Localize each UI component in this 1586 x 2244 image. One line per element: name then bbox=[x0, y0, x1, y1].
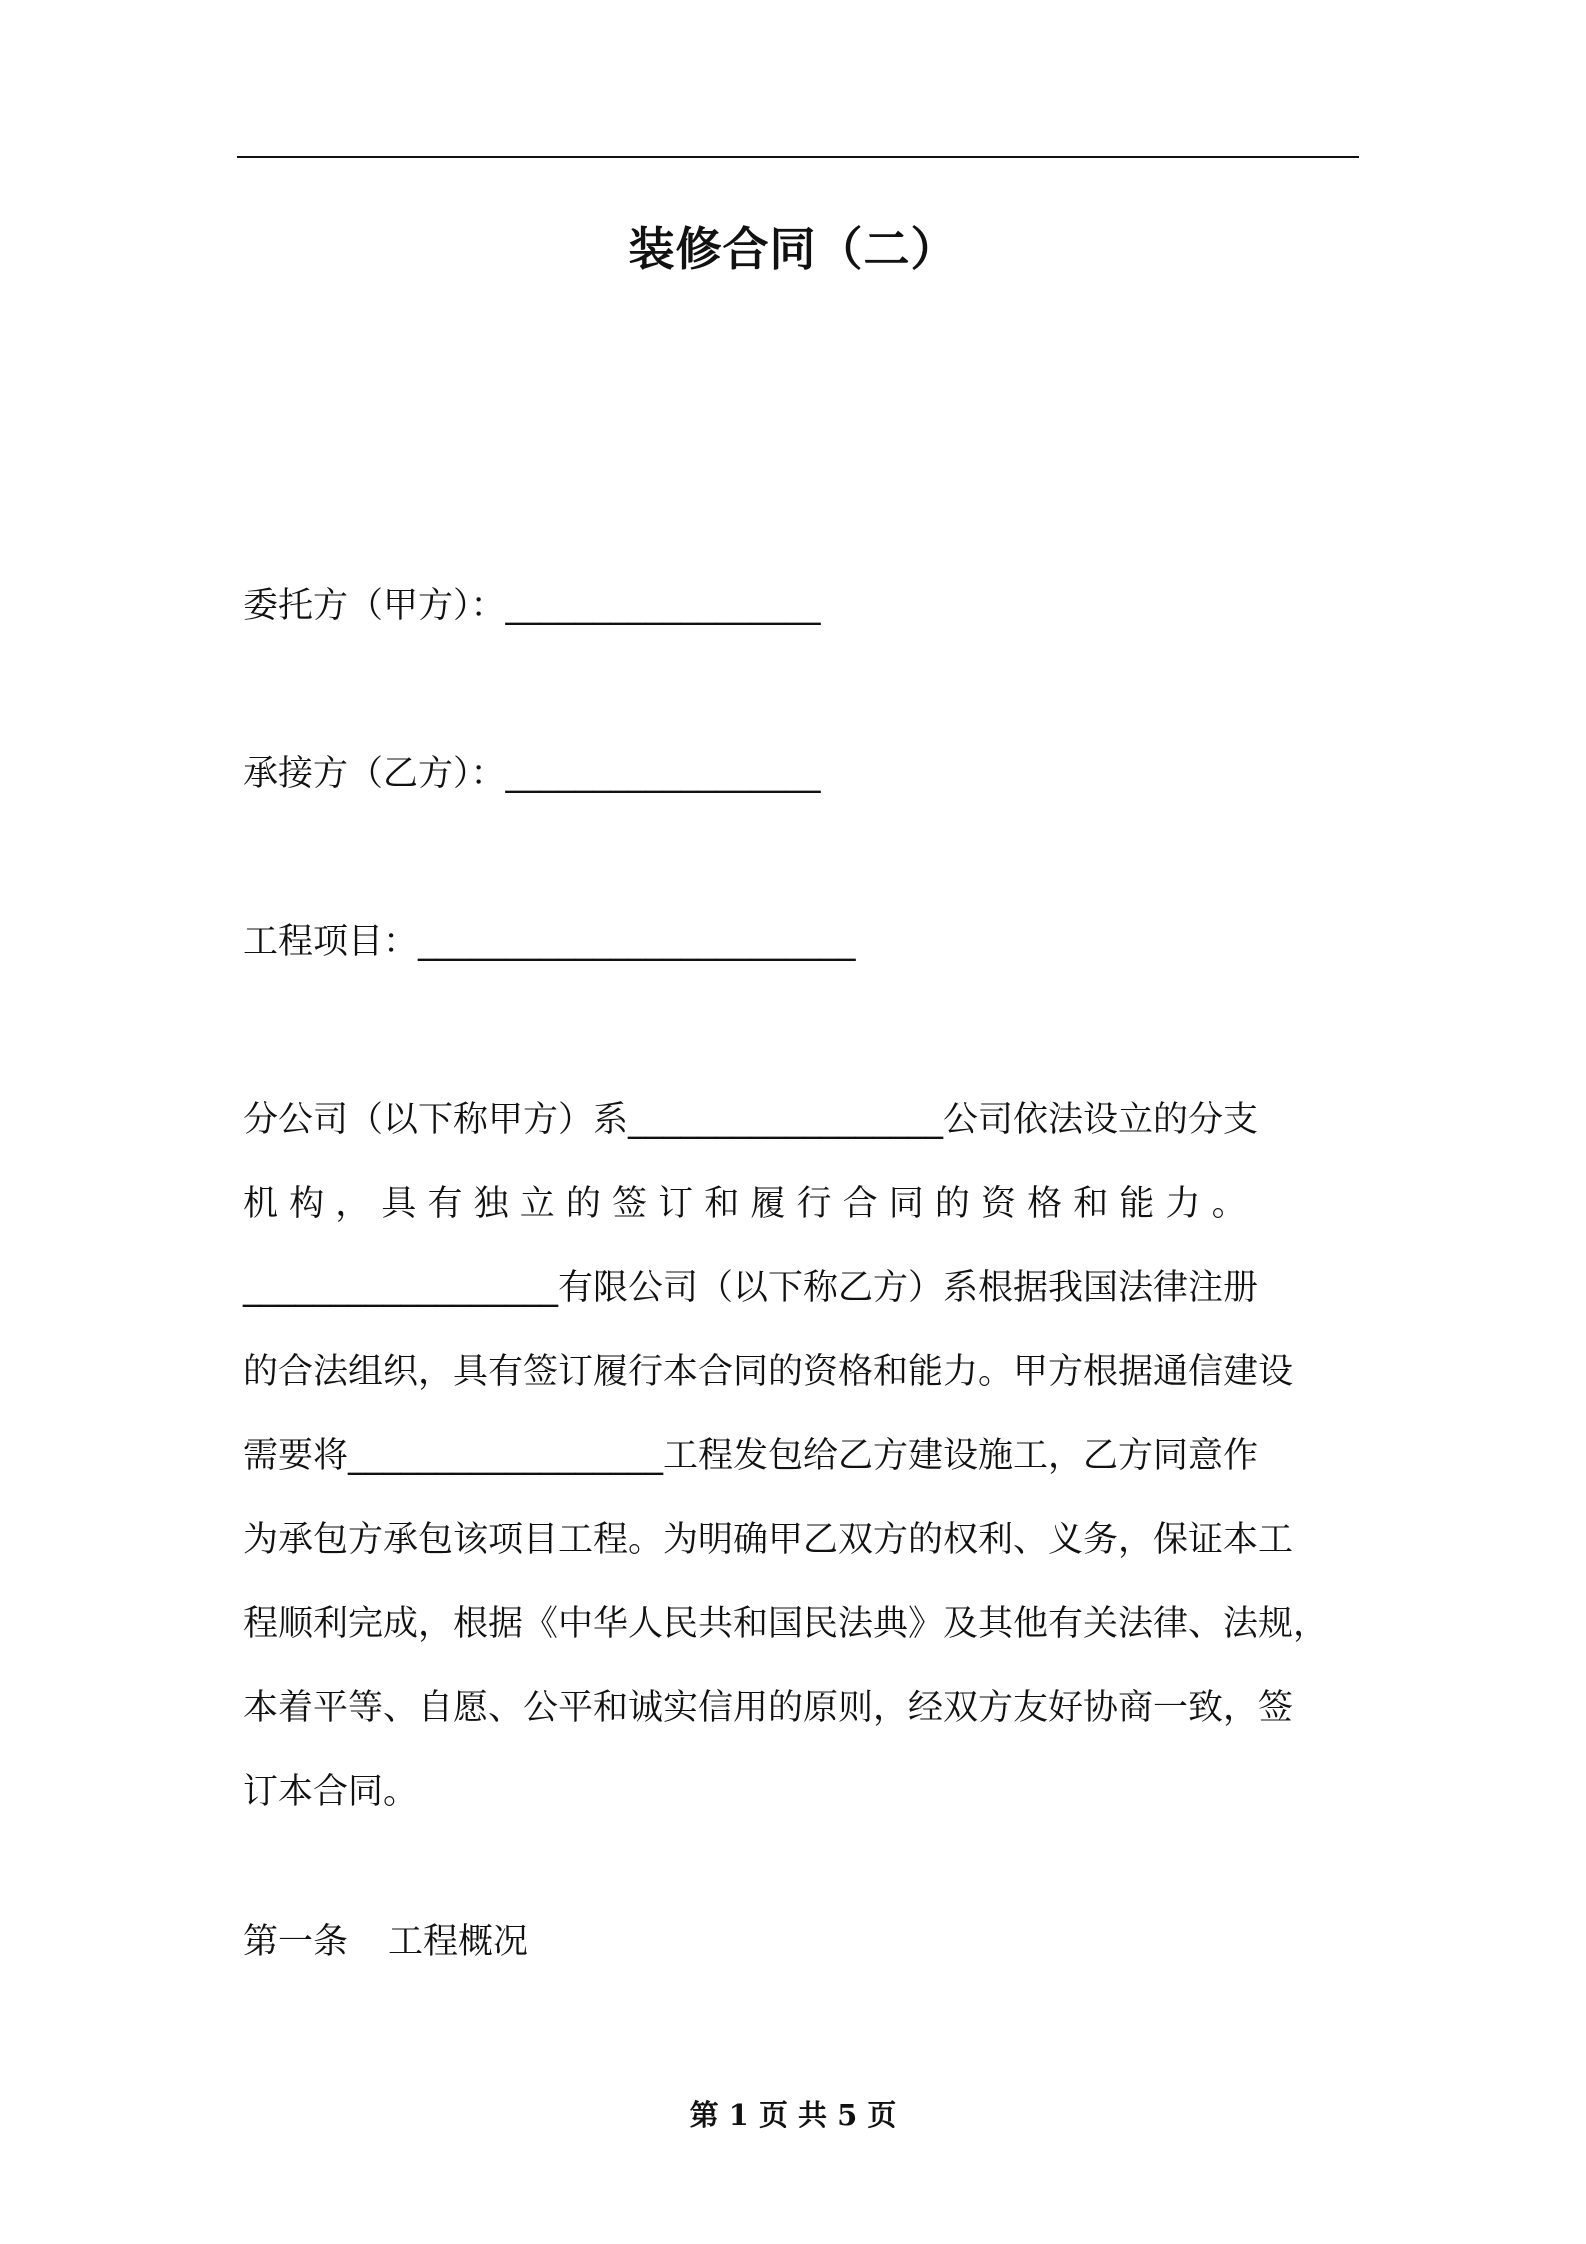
section-heading bbox=[243, 1912, 528, 1972]
section-number: 第一条 bbox=[243, 1922, 349, 1962]
paragraph-line: 分公司（以下称甲方）系__________________公司依法设立的分支 bbox=[243, 1100, 1259, 1140]
paragraph-line: 机 构 ， 具 有 独 立 的 签 订 和 履 行 合 同 的 资 格 和 能 力 。 bbox=[243, 1184, 1247, 1224]
paragraph-line: 本着平等、自愿、公平和诚实信用的原则，经双方友好协商一致，签 bbox=[243, 1688, 1294, 1728]
party-b-field: 承接方（乙方）：__________________ bbox=[243, 754, 821, 794]
document-title: 装修合同（二） bbox=[628, 222, 958, 276]
project-field: 工程项目：_________________________ bbox=[243, 922, 856, 962]
header-rule bbox=[237, 156, 1359, 158]
paragraph-line: 的合法组织，具有签订履行本合同的资格和能力。甲方根据通信建设 bbox=[243, 1352, 1294, 1392]
paragraph-line: 订本合同。 bbox=[243, 1772, 419, 1812]
paragraph-line: __________________有限公司（以下称乙方）系根据我国法律注册 bbox=[243, 1268, 1259, 1308]
preamble-paragraph bbox=[243, 1078, 1355, 1834]
paragraph-line: 为承包方承包该项目工程。为明确甲乙双方的权利、义务，保证本工 bbox=[243, 1520, 1294, 1560]
paragraph-line: 需要将__________________工程发包给乙方建设施工，乙方同意作 bbox=[243, 1436, 1259, 1476]
section-title: 工程概况 bbox=[388, 1922, 529, 1962]
paragraph-line: 程顺利完成，根据《中华人民共和国民法典》及其他有关法律、法规， bbox=[243, 1604, 1329, 1644]
party-a-field: 委托方（甲方）：__________________ bbox=[243, 586, 821, 626]
page-number-footer: 第 1 页 共 5 页 bbox=[689, 2098, 897, 2132]
